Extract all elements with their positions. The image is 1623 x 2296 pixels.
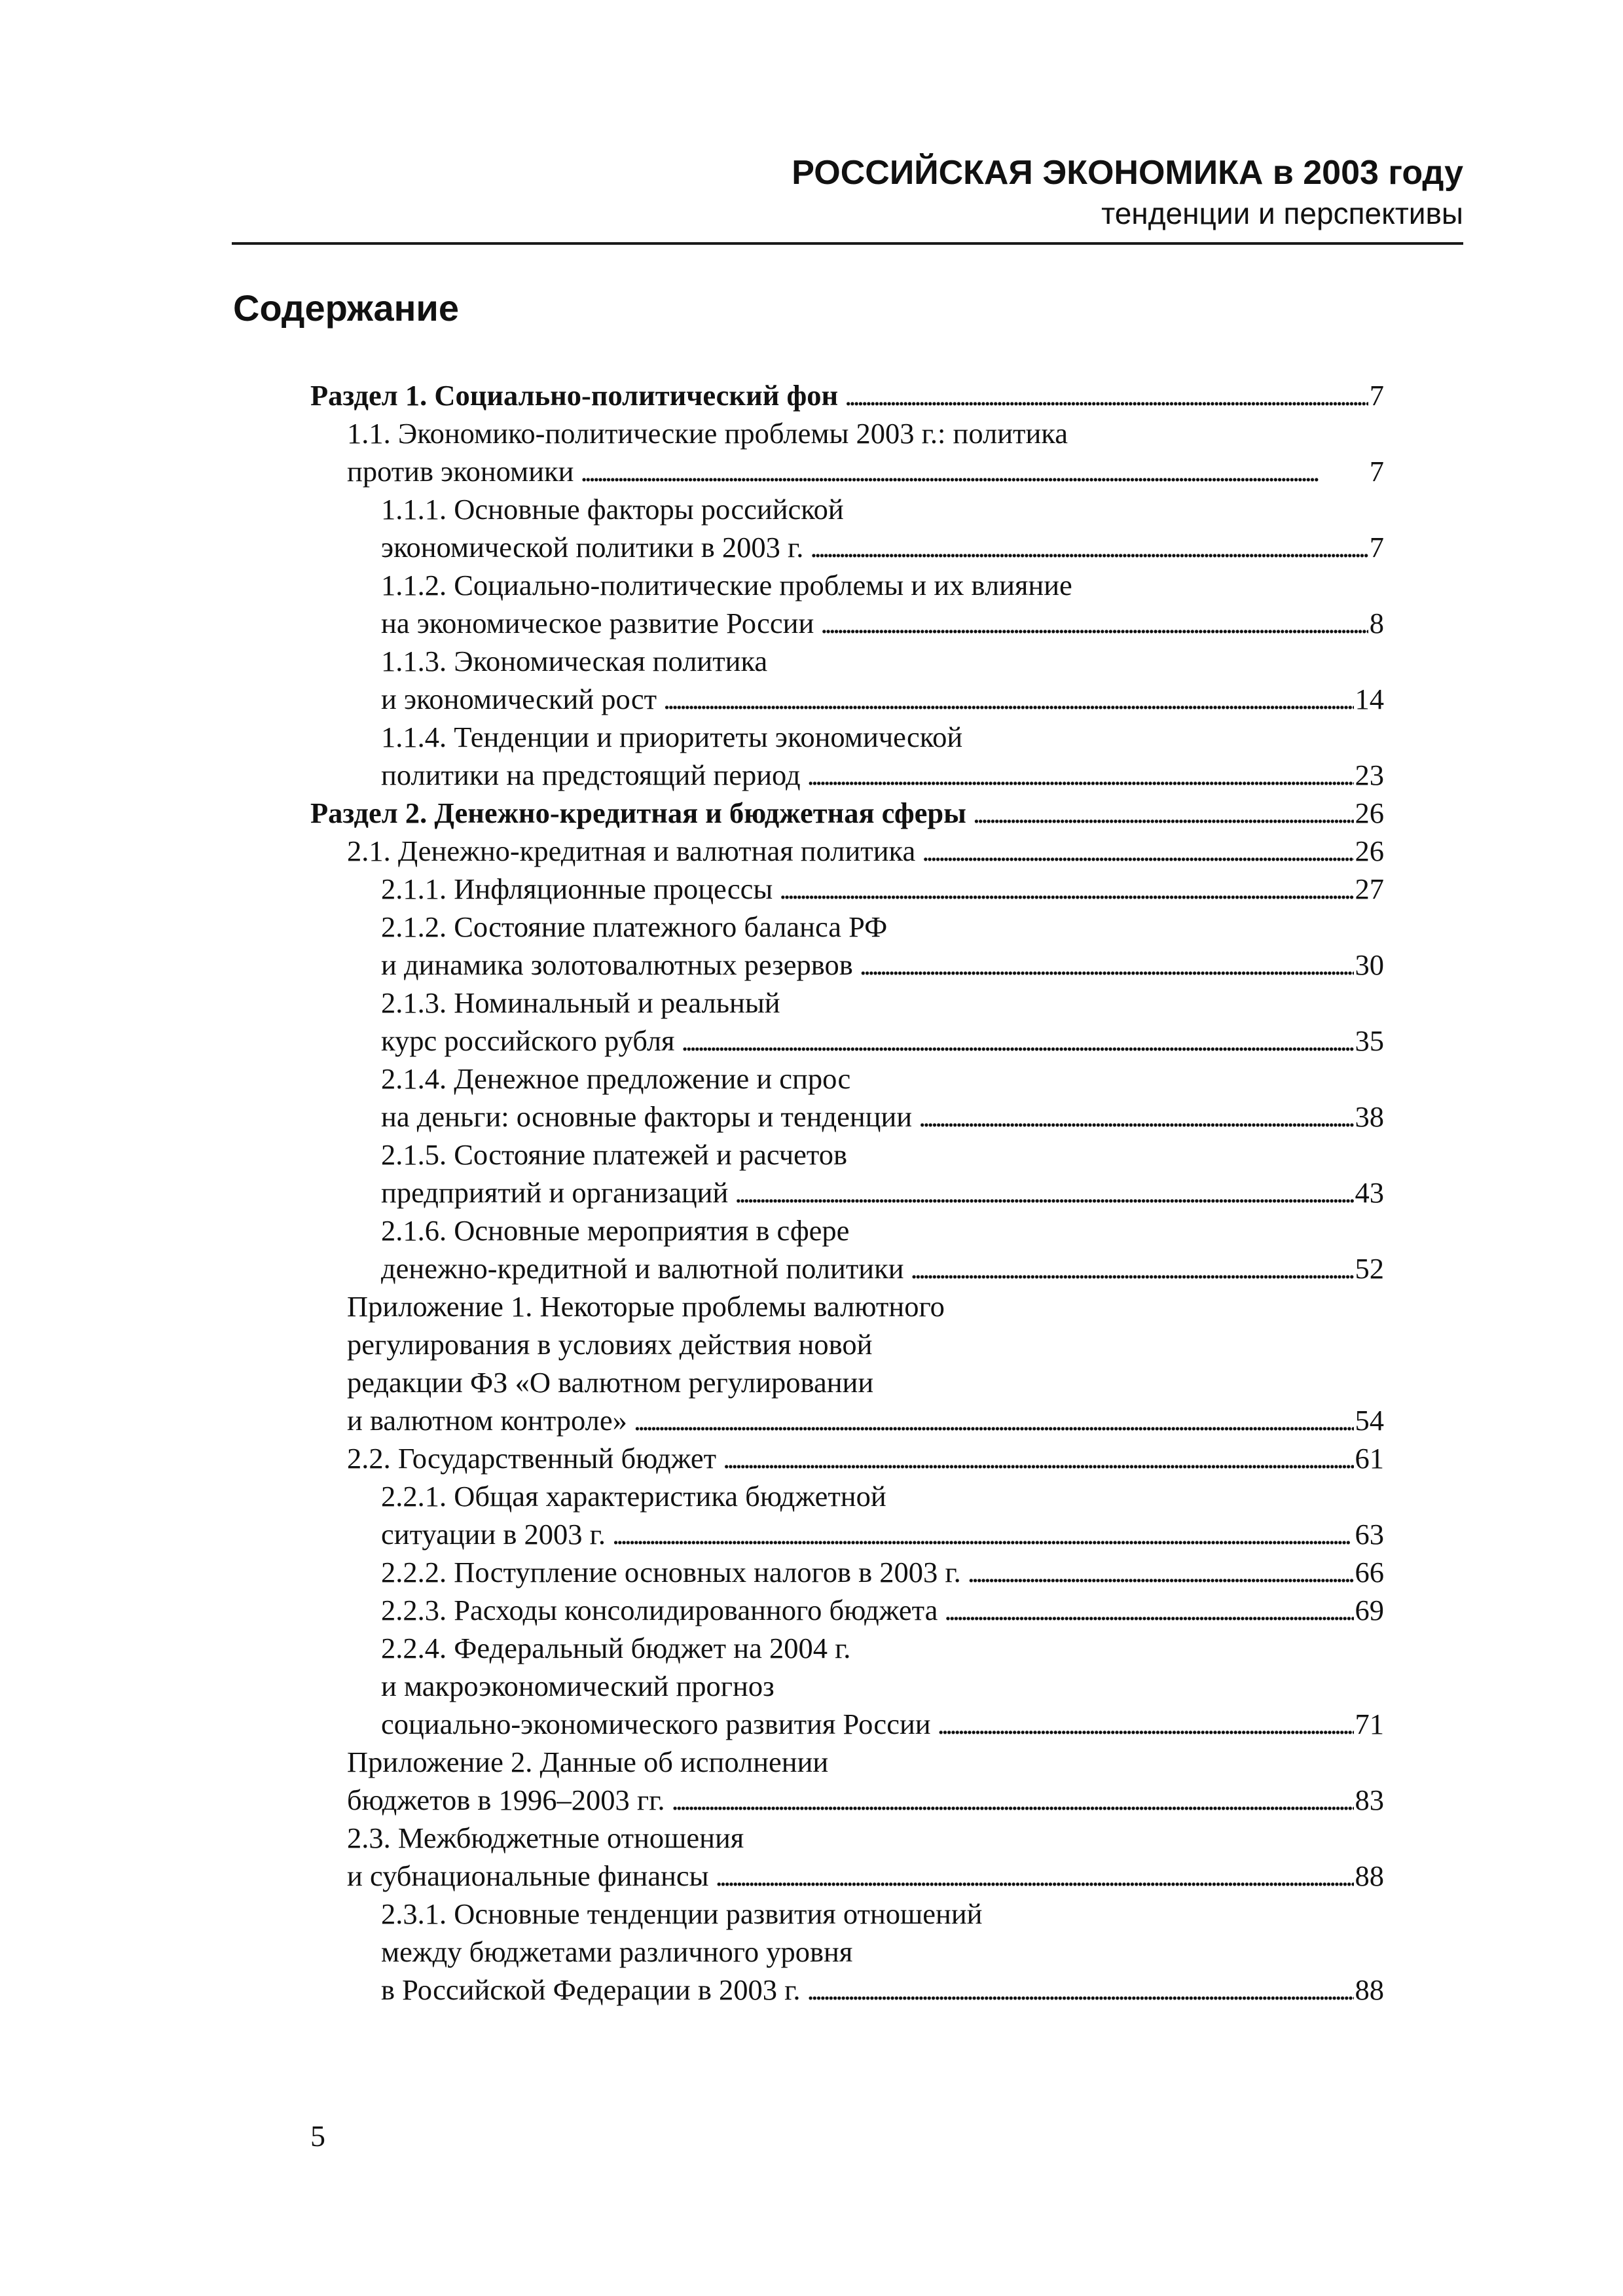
toc-entry-section-1[interactable] [310,376,1384,414]
toc-entry-text: 2.1.5. Состояние платежей и расчетов [381,1138,847,1171]
toc-entry-text: 2.1.1. Инфляционные процессы [381,872,773,905]
toc-entry-1-1-3[interactable] [310,642,1384,718]
toc-page-number: 43 [1355,1176,1384,1209]
dot-leader [716,1857,1354,1895]
toc-page-number: 23 [1355,759,1384,791]
toc-entry-text: 2.1.3. Номинальный и реальный [381,986,780,1019]
toc-entry-2-1-1[interactable] [310,870,1384,908]
toc-page-number: 26 [1355,797,1384,829]
toc-entry-text: 1.1.3. Экономическая политика [381,645,768,677]
toc-entry-text: 2.1.4. Денежное предложение и спрос [381,1062,851,1095]
dot-leader [968,1553,1354,1591]
toc-entry-text: социально-экономического развития России [381,1708,931,1740]
toc-entry-text: 1.1.2. Социально-политические проблемы и их влияние [381,569,1072,601]
toc-entry-2-3-1[interactable] [310,1895,1384,2009]
toc-entry-2-1-2[interactable] [310,908,1384,984]
toc-entry-text: в Российской Федерации в 2003 г. [381,1973,801,2006]
dot-leader [735,1174,1353,1211]
toc-page-number: 88 [1355,1859,1384,1892]
toc-page-number: 7 [1369,455,1384,488]
dot-leader [845,376,1368,414]
toc-entry-text: бюджетов в 1996–2003 гг. [347,1784,665,1816]
toc-entry-2-2-2[interactable] [310,1553,1384,1591]
toc-entry-1-1[interactable] [310,414,1384,490]
toc-page-number: 27 [1355,872,1384,905]
toc-page-number: 26 [1355,834,1384,867]
dot-leader [820,604,1368,642]
toc-entry-text: Приложение 2. Данные об исполнении [347,1746,829,1778]
toc-page-number: 7 [1369,531,1384,564]
header-divider [232,242,1463,245]
toc-page-number: 54 [1355,1404,1384,1437]
toc-entry-1-1-2[interactable] [310,566,1384,642]
dot-leader [860,946,1354,984]
toc-entry-2-2[interactable] [310,1439,1384,1477]
dot-leader [922,832,1353,870]
book-title: РОССИЙСКАЯ ЭКОНОМИКА в 2003 году [792,154,1463,192]
toc-entry-appendix-1[interactable] [310,1287,1384,1439]
toc-entry-2-1-5[interactable] [310,1136,1384,1211]
toc-page-number: 35 [1355,1024,1384,1057]
toc-page-number: 83 [1355,1784,1384,1816]
toc-entry-text: между бюджетами различного уровня [381,1935,853,1968]
toc-entry-text: 1.1.1. Основные факторы российской [381,493,844,526]
toc-entry-appendix-2[interactable] [310,1743,1384,1819]
toc-entry-text: и макроэкономический прогноз [381,1670,775,1702]
toc-entry-text: на деньги: основные факторы и тенденции [381,1100,913,1133]
dot-leader [919,1098,1353,1136]
dot-leader [779,870,1353,908]
dot-leader [723,1439,1353,1477]
toc-entry-text: политики на предстоящий период [381,759,801,791]
dot-leader [973,794,1354,832]
page-title: Содержание [233,287,459,329]
toc-page-number: 66 [1355,1556,1384,1588]
dot-leader [810,528,1368,566]
toc-entry-1-1-4[interactable] [310,718,1384,794]
toc-entry-text: и экономический рост [381,683,657,715]
toc-entry-text: 2.1.2. Состояние платежного баланса РФ [381,910,888,943]
toc-entry-section-2[interactable] [310,794,1384,832]
dot-leader [807,1971,1353,2009]
toc-entry-text: предприятий и организаций [381,1176,729,1209]
toc-entry-text: 2.3. Межбюджетные отношения [347,1821,744,1854]
toc-entry-2-2-3[interactable] [310,1591,1384,1629]
toc-entry-text: и субнациональные финансы [347,1859,709,1892]
toc-entry-text: Приложение 1. Некоторые проблемы валютного [347,1290,945,1323]
dot-leader [938,1705,1354,1743]
toc-entry-2-1-4[interactable] [310,1060,1384,1136]
toc-page-number: 14 [1355,683,1384,715]
toc-entry-2-2-4[interactable] [310,1629,1384,1743]
dot-leader [634,1401,1354,1439]
toc-page-number: 71 [1355,1708,1384,1740]
table-of-contents [310,376,1384,2009]
dot-leader [663,680,1353,718]
toc-entry-text: ситуации в 2003 г. [381,1518,606,1551]
toc-page-number: 69 [1355,1594,1384,1626]
toc-entry-text: и динамика золотовалютных резервов [381,948,853,981]
toc-entry-text: регулирования в условиях действия новой [347,1328,873,1361]
toc-entry-text: 2.3.1. Основные тенденции развития отношений [381,1897,983,1930]
toc-entry-text: 2.2.2. Поступление основных налогов в 2003 г. [381,1556,961,1588]
toc-page-number: 63 [1355,1518,1384,1551]
toc-entry-2-1-3[interactable] [310,984,1384,1060]
page-number: 5 [310,2119,325,2153]
toc-entry-text: редакции ФЗ «О валютном регулировании [347,1366,874,1399]
dot-leader [807,756,1354,794]
toc-entry-text: и валютном контроле» [347,1404,627,1437]
dot-leader [580,452,1368,490]
toc-entry-text: 1.1. Экономико-политические проблемы 2003 г.: политика [347,417,1068,450]
toc-entry-text: экономической политики в 2003 г. [381,531,804,564]
toc-entry-2-1[interactable] [310,832,1384,870]
toc-page-number: 30 [1355,948,1384,981]
toc-page-number: 52 [1355,1252,1384,1285]
dot-leader [911,1249,1354,1287]
running-header [792,152,1463,233]
toc-entry-text: на экономическое развитие России [381,607,814,639]
toc-entry-text: 2.1.6. Основные мероприятия в сфере [381,1214,850,1247]
toc-entry-text: 2.1. Денежно-кредитная и валютная политика [347,834,916,867]
dot-leader [672,1781,1354,1819]
dot-leader [612,1515,1353,1553]
book-subtitle: тенденции и перспективы [1101,196,1463,230]
toc-entry-text: 2.2. Государственный бюджет [347,1442,717,1475]
toc-entry-text: 1.1.4. Тенденции и приоритеты экономической [381,721,963,753]
toc-page-number: 8 [1369,607,1384,639]
toc-entry-2-1-6[interactable] [310,1211,1384,1287]
toc-page-number: 88 [1355,1973,1384,2006]
toc-entry-text: 2.2.1. Общая характеристика бюджетной [381,1480,886,1513]
toc-entry-text: Раздел 2. Денежно-кредитная и бюджетная сферы [310,797,966,829]
toc-entry-text: Раздел 1. Социально-политический фон [310,379,839,412]
toc-page-number: 61 [1355,1442,1384,1475]
toc-entry-text: 2.2.3. Расходы консолидированного бюджета [381,1594,938,1626]
toc-page-number: 38 [1355,1100,1384,1133]
toc-page-number: 7 [1369,379,1384,412]
toc-entry-text: против экономики [347,455,574,488]
dot-leader [682,1022,1354,1060]
toc-entry-2-2-1[interactable] [310,1477,1384,1553]
dot-leader [944,1591,1353,1629]
toc-entry-2-3[interactable] [310,1819,1384,1895]
toc-entry-text: курс российского рубля [381,1024,675,1057]
toc-entry-text: 2.2.4. Федеральный бюджет на 2004 г. [381,1632,851,1664]
toc-entry-text: денежно-кредитной и валютной политики [381,1252,904,1285]
toc-entry-1-1-1[interactable] [310,490,1384,566]
